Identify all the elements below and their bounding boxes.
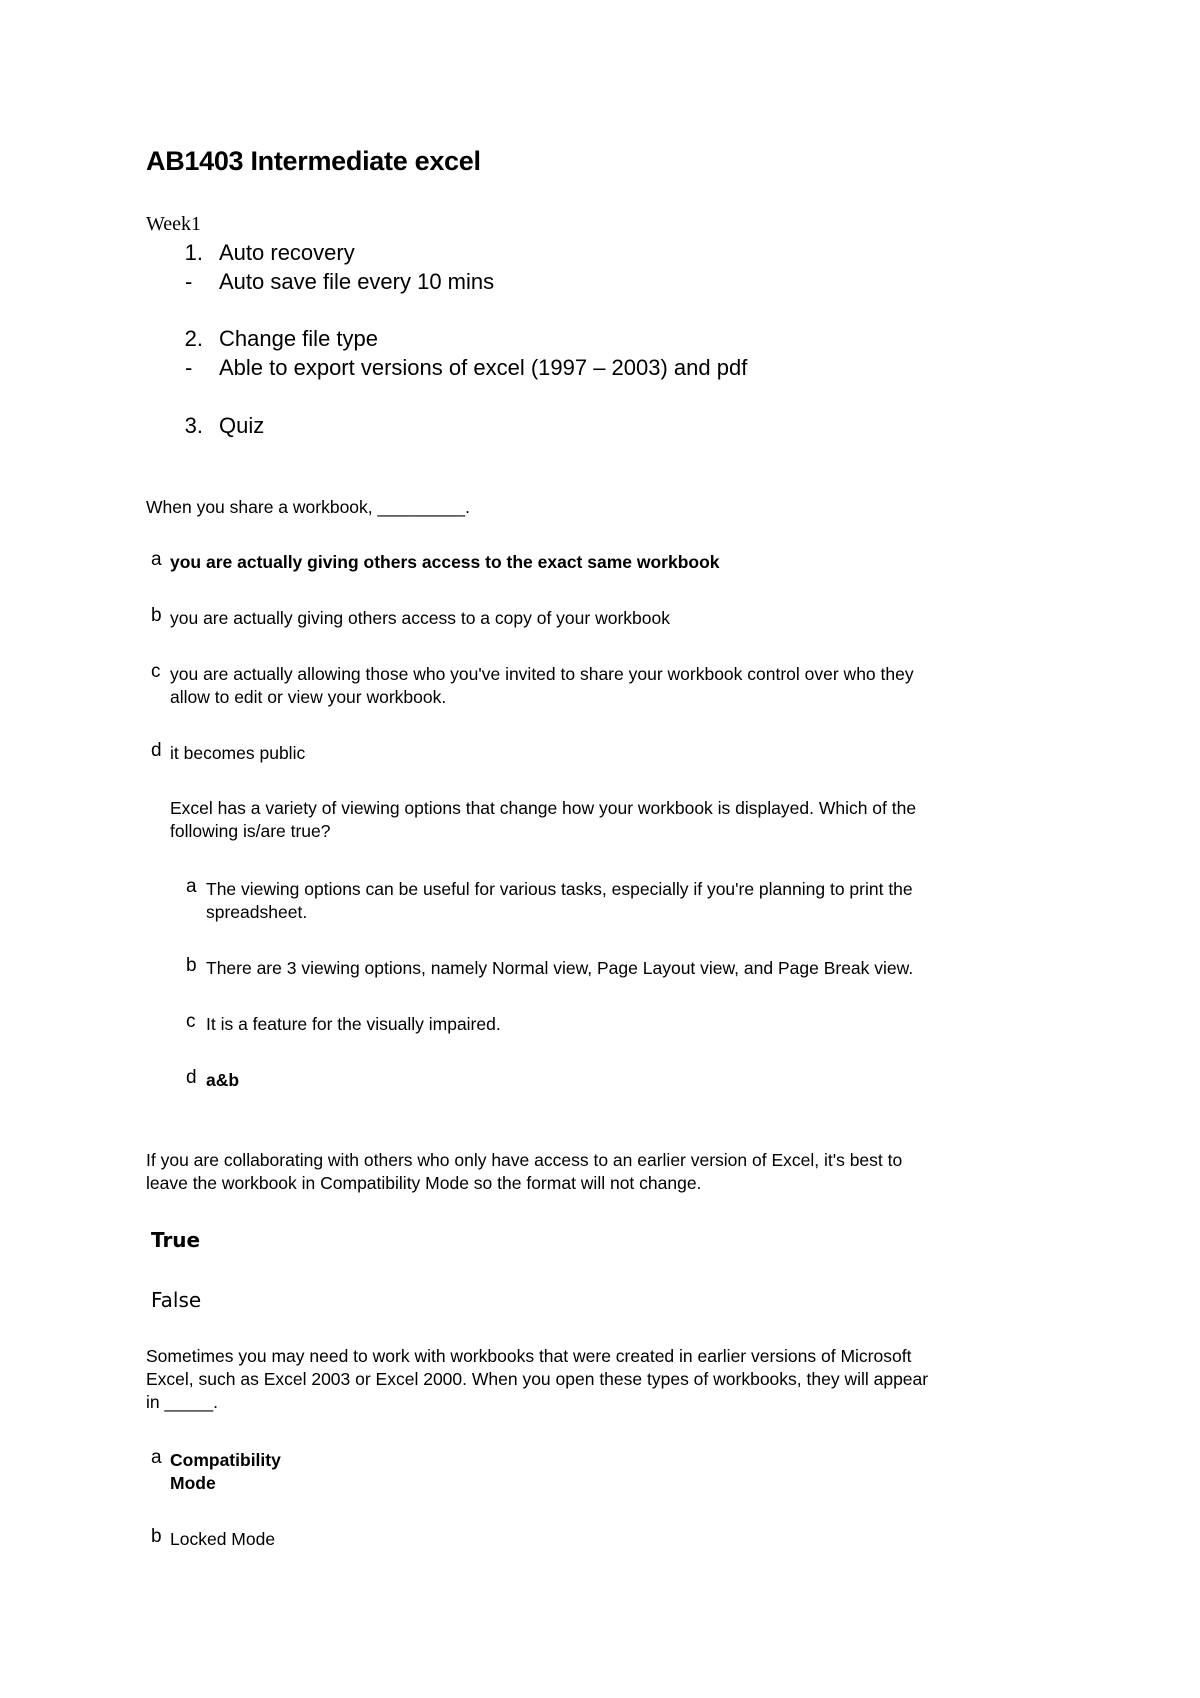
- question-3-text-cont: leave the workbook in Compatibility Mode so the format will not change.: [146, 1173, 702, 1193]
- outline-text: Change file type: [219, 326, 378, 351]
- outline-number: 2.: [184, 326, 203, 351]
- outline-text: Quiz: [219, 413, 265, 438]
- outline-number: 1.: [184, 240, 203, 265]
- q1-option-c-letter: c: [151, 661, 161, 682]
- question-3-text: If you are collaborating with others who only have access to an earlier version of Excel, it's best to: [146, 1150, 903, 1170]
- q1-option-c-text-cont: allow to edit or view your workbook.: [170, 687, 447, 707]
- week-label: Week1: [146, 213, 202, 235]
- q1-option-b-letter: b: [151, 605, 162, 626]
- question-2-text-cont: following is/are true?: [170, 821, 331, 841]
- outline-number: 3.: [184, 413, 203, 438]
- q2-option-b-letter: b: [186, 955, 197, 976]
- q3-true-option: True: [151, 1228, 201, 1252]
- outline-bullet: -: [185, 269, 193, 294]
- q1-option-b-text: you are actually giving others access to a copy of your workbook: [170, 608, 670, 628]
- q1-option-c-text: you are actually allowing those who you've invited to share your workbook control over who they: [170, 664, 914, 684]
- q2-option-c-letter: c: [186, 1011, 196, 1032]
- question-4-text-cont-2: in _____.: [146, 1392, 219, 1412]
- q1-option-a-text: you are actually giving others access to the exact same workbook: [170, 552, 720, 572]
- q4-option-b-letter: b: [151, 1526, 162, 1547]
- q4-option-b-text: Locked Mode: [170, 1529, 276, 1549]
- q2-option-b-text: There are 3 viewing options, namely Normal view, Page Layout view, and Page Break view.: [206, 958, 914, 978]
- q2-option-d-letter: d: [186, 1067, 197, 1088]
- question-2-text: Excel has a variety of viewing options that change how your workbook is displayed. Which of the: [170, 798, 917, 818]
- q1-option-d-letter: d: [151, 740, 162, 761]
- outline-text: Auto recovery: [219, 240, 355, 265]
- q2-option-a-letter: a: [186, 876, 197, 897]
- q2-option-a-text-cont: spreadsheet.: [206, 902, 308, 922]
- q3-false-option: False: [151, 1288, 202, 1312]
- outline-bullet: -: [185, 355, 193, 380]
- q4-option-a-text-cont: Mode: [170, 1473, 216, 1493]
- q2-option-a-text: The viewing options can be useful for various tasks, especially if you're planning to print the: [206, 879, 913, 899]
- document-title: AB1403 Intermediate excel: [146, 146, 481, 176]
- q4-option-a-letter: a: [151, 1447, 162, 1468]
- q2-option-d-text: a&b: [206, 1070, 240, 1090]
- q1-option-d-text: it becomes public: [170, 743, 306, 763]
- q1-option-a-letter: a: [151, 549, 162, 570]
- question-1-text: When you share a workbook, _________.: [146, 497, 470, 517]
- q4-option-a-text: Compatibility: [170, 1450, 281, 1470]
- outline-detail-text: Able to export versions of excel (1997 – 2003) and pdf: [219, 355, 748, 380]
- question-4-text-cont-1: Excel, such as Excel 2003 or Excel 2000. When you open these types of workbooks, they will appear: [146, 1369, 929, 1389]
- outline-detail-text: Auto save file every 10 mins: [219, 269, 495, 294]
- q2-option-c-text: It is a feature for the visually impaired.: [206, 1014, 501, 1034]
- question-4-text: Sometimes you may need to work with workbooks that were created in earlier versions of Microsoft: [146, 1346, 912, 1366]
